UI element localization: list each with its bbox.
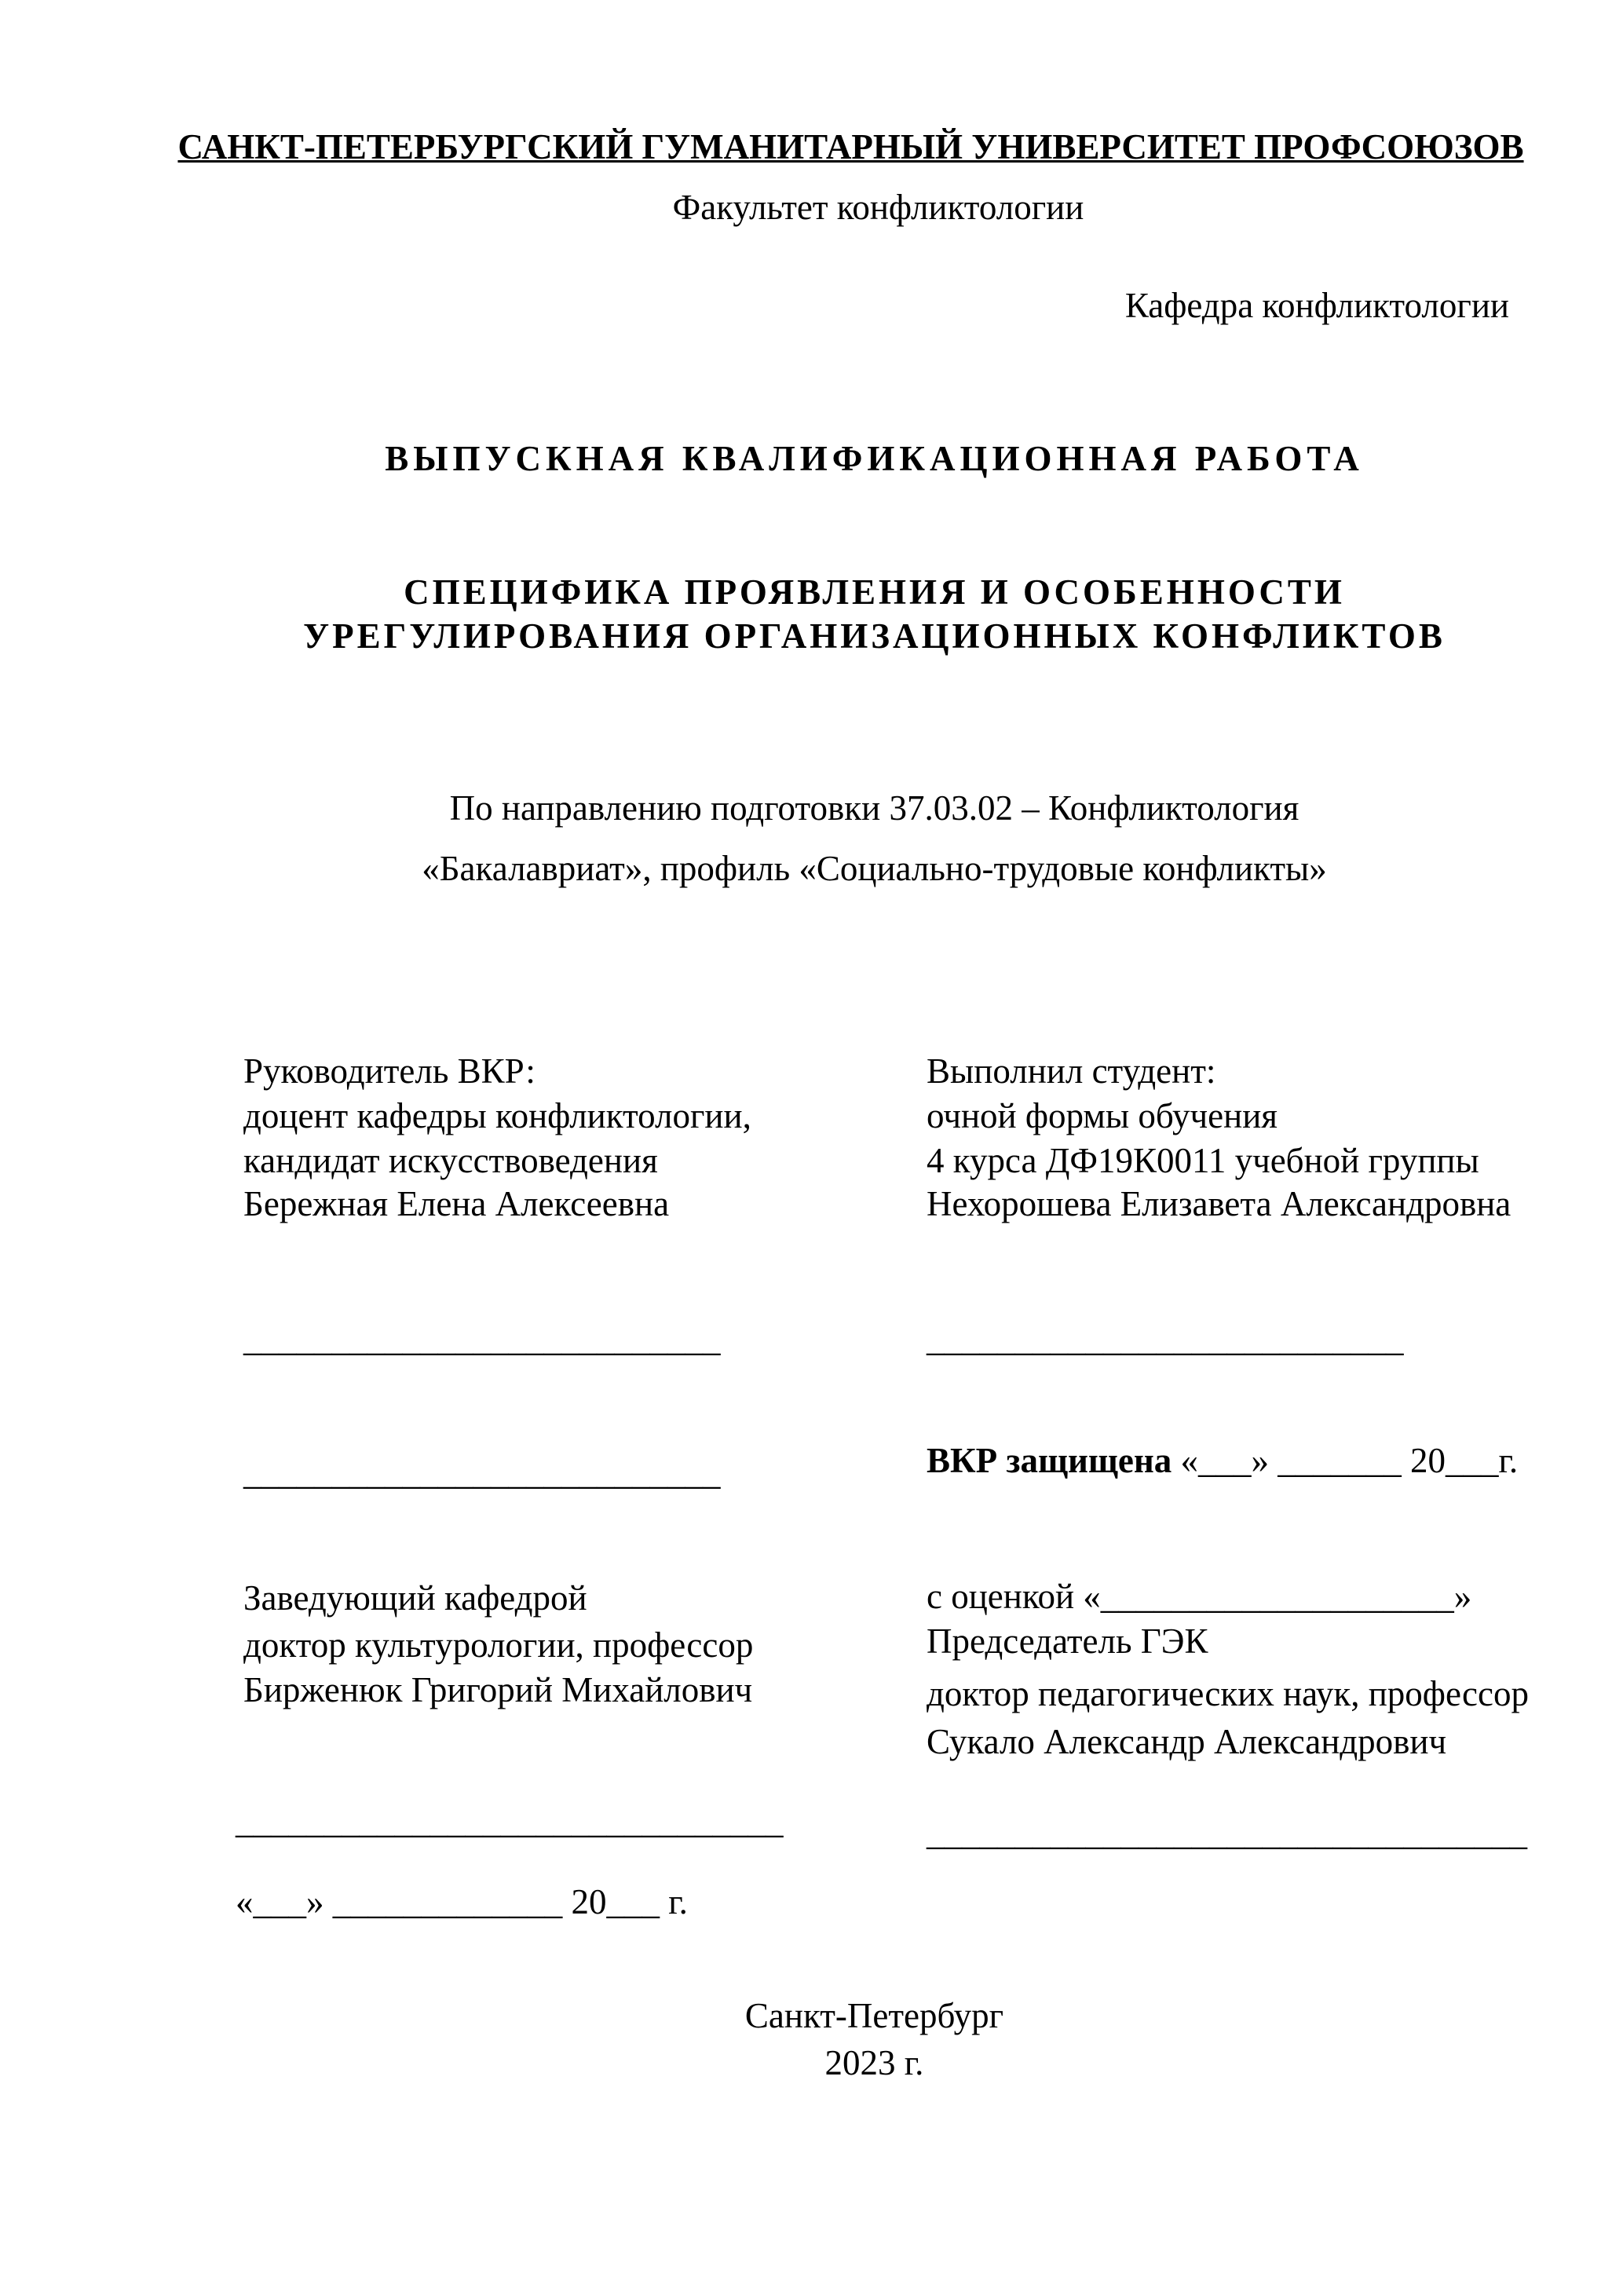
- student-label: Выполнил студент:: [927, 1051, 1216, 1091]
- student-signature-line: ___________________________: [927, 1319, 1404, 1358]
- thesis-title-line2: УРЕГУЛИРОВАНИЯ ОРГАНИЗАЦИОННЫХ КОНФЛИКТОВ: [303, 616, 1446, 656]
- program-profile: «Бакалавриат», профиль «Социально-трудовые конфликты»: [422, 849, 1327, 888]
- thesis-title-line1: СПЕЦИФИКА ПРОЯВЛЕНИЯ И ОСОБЕННОСТИ: [404, 572, 1345, 612]
- supervisor-degree: кандидат искусствоведения: [243, 1141, 658, 1180]
- student-group: 4 курса ДФ19К0011 учебной группы: [927, 1141, 1479, 1180]
- year-label: 2023 г.: [824, 2043, 924, 2082]
- department-head-name: Бирженюк Григорий Михайлович: [243, 1670, 753, 1709]
- student-name: Нехорошева Елизавета Александровна: [927, 1184, 1512, 1223]
- student-form: очной формы обучения: [927, 1096, 1278, 1135]
- supervisor-signature-line-2: ___________________________: [243, 1453, 721, 1492]
- gek-chairman-name: Сукало Александр Александрович: [927, 1722, 1447, 1761]
- gek-signature-line: __________________________________: [927, 1813, 1527, 1852]
- work-type-heading: ВЫПУСКНАЯ КВАЛИФИКАЦИОННАЯ РАБОТА: [385, 439, 1364, 478]
- faculty-name: Факультет конфликтологии: [672, 188, 1084, 227]
- supervisor-position: доцент кафедры конфликтологии,: [243, 1096, 751, 1135]
- gek-chairman-label: Председатель ГЭК: [927, 1621, 1208, 1661]
- program-direction: По направлению подготовки 37.03.02 – Конфликтология: [449, 788, 1299, 828]
- city-name: Санкт-Петербург: [744, 1996, 1004, 2035]
- supervisor-label: Руководитель ВКР:: [243, 1051, 536, 1091]
- department-head-label: Заведующий кафедрой: [243, 1578, 587, 1618]
- grade-blank-line: с оценкой «____________________»: [927, 1577, 1472, 1616]
- university-name: САНКТ-ПЕТЕРБУРГСКИЙ ГУМАНИТАРНЫЙ УНИВЕРСИТЕТ ПРОФСОЮЗОВ: [177, 127, 1524, 166]
- supervisor-name: Бережная Елена Алексеевна: [243, 1184, 670, 1223]
- defense-line: [927, 1439, 1518, 1482]
- department-name: Кафедра конфликтологии: [1124, 286, 1509, 325]
- gek-chairman-position: доктор педагогических наук, профессор: [927, 1674, 1529, 1713]
- department-head-position: доктор культурологии, профессор: [243, 1625, 754, 1665]
- defense-label: ВКР защищена: [927, 1441, 1172, 1480]
- department-head-date-blank: «___» _____________ 20___ г.: [236, 1882, 688, 1921]
- supervisor-signature-line-1: ___________________________: [243, 1319, 721, 1358]
- department-head-signature-line: _______________________________: [236, 1801, 784, 1841]
- defense-blank: «___» _______ 20___г.: [1172, 1441, 1519, 1480]
